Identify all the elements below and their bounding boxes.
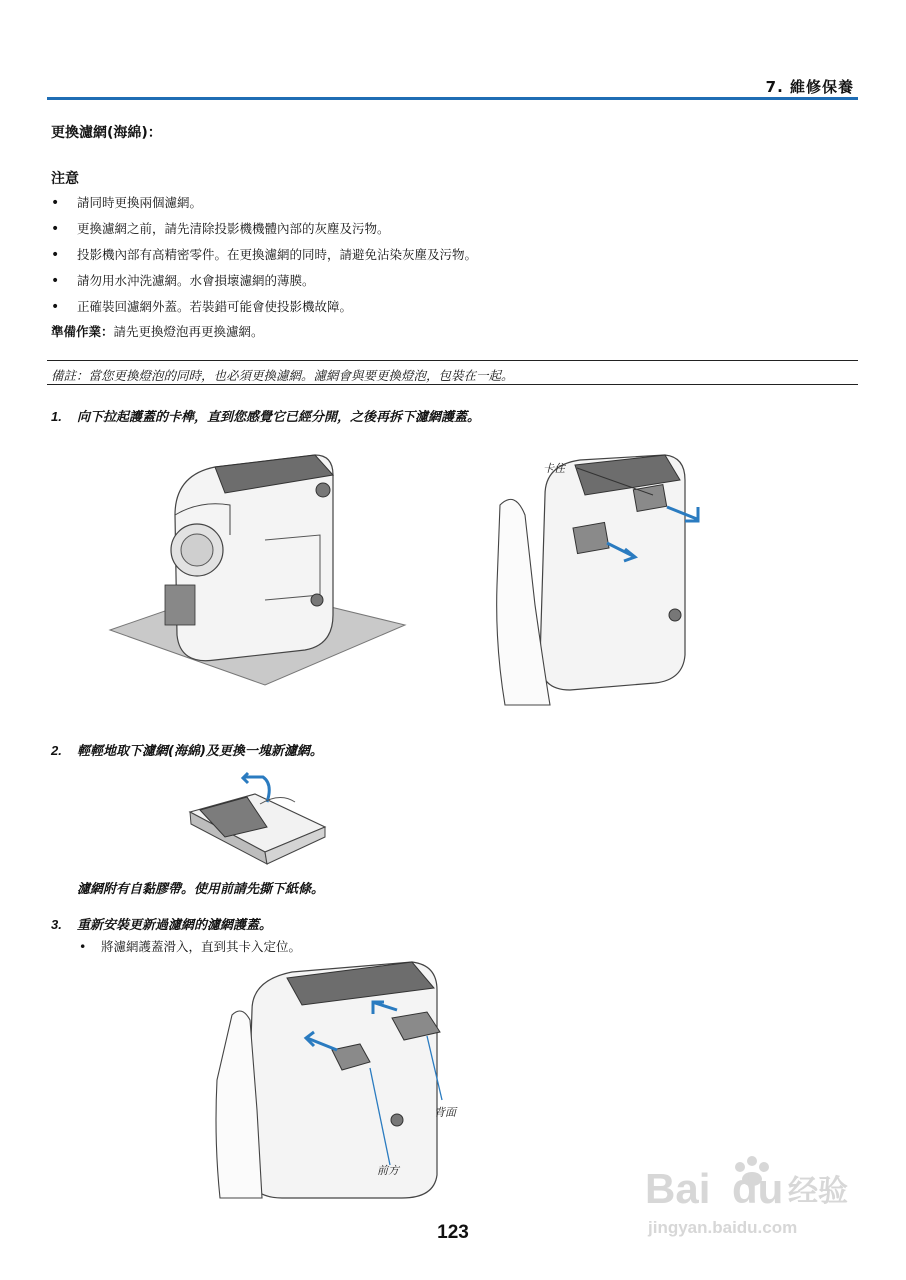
section-title: 更換濾網(海綿)： — [51, 125, 162, 141]
bullet-icon: • — [79, 939, 87, 954]
bullet-icon: • — [51, 195, 60, 211]
remove-filter-cover-illustration — [485, 445, 705, 720]
remark-bottom-rule — [47, 384, 858, 385]
bullet-icon: • — [51, 221, 60, 237]
header-divider — [47, 97, 858, 100]
list-item: • 正確裝回濾網外蓋。若裝錯可能會使投影機故障。 — [51, 299, 353, 315]
reinstall-filter-cover-illustration — [212, 960, 472, 1200]
bullet-icon: • — [51, 299, 60, 315]
remark-top-rule — [47, 360, 858, 361]
preparation-note: 準備作業：請先更換燈泡再更換濾網。 — [51, 324, 264, 339]
step-3: 3. 重新安裝更新過濾網的濾網護蓋。 — [51, 917, 273, 933]
step-2-caption: 濾網附有自黏膠帶。使用前請先撕下紙條。 — [77, 882, 325, 897]
step-2: 2. 輕輕地取下濾網(海綿)及更換一塊新濾網。 — [51, 743, 323, 759]
bullet-icon: • — [51, 247, 60, 263]
list-item: • 投影機內部有高精密零件。在更換濾網的同時，請避免沾染灰塵及污物。 — [51, 247, 478, 263]
watermark-brand: Bai — [645, 1165, 711, 1212]
bullet-icon: • — [51, 273, 60, 289]
remark-text: 備註：當您更換燈泡的同時，也必須更換濾網。濾網會與要更換燈泡，包裝在一起。 — [51, 368, 514, 383]
latch-label: 卡住 — [543, 462, 565, 475]
step-1: 1. 向下拉起護蓋的卡榫，直到您感覺它已經分開，之後再拆下濾網護蓋。 — [51, 409, 481, 425]
page-number: 123 — [437, 1222, 469, 1243]
step-3-bullet: • 將濾網護蓋滑入，直到其卡入定位。 — [79, 939, 302, 954]
note-heading: 注意 — [51, 171, 79, 187]
chapter-title: 7. 維修保養 — [765, 78, 854, 96]
projector-on-mat-illustration — [105, 445, 415, 695]
back-label: 背面 — [434, 1106, 456, 1119]
list-item: • 更換濾網之前，請先清除投影機機體內部的灰塵及污物。 — [51, 221, 390, 237]
list-item: • 請同時更換兩個濾網。 — [51, 195, 203, 211]
front-label: 前方 — [377, 1164, 399, 1177]
watermark-brand-2: du — [732, 1165, 784, 1212]
filter-tray-illustration — [185, 772, 330, 867]
note-list — [51, 193, 477, 323]
watermark-url: jingyan.baidu.com — [648, 1218, 798, 1237]
list-item: • 請勿用水沖洗濾網。水會損壞濾網的薄膜。 — [51, 273, 315, 289]
watermark-cn: 经验 — [788, 1175, 848, 1208]
